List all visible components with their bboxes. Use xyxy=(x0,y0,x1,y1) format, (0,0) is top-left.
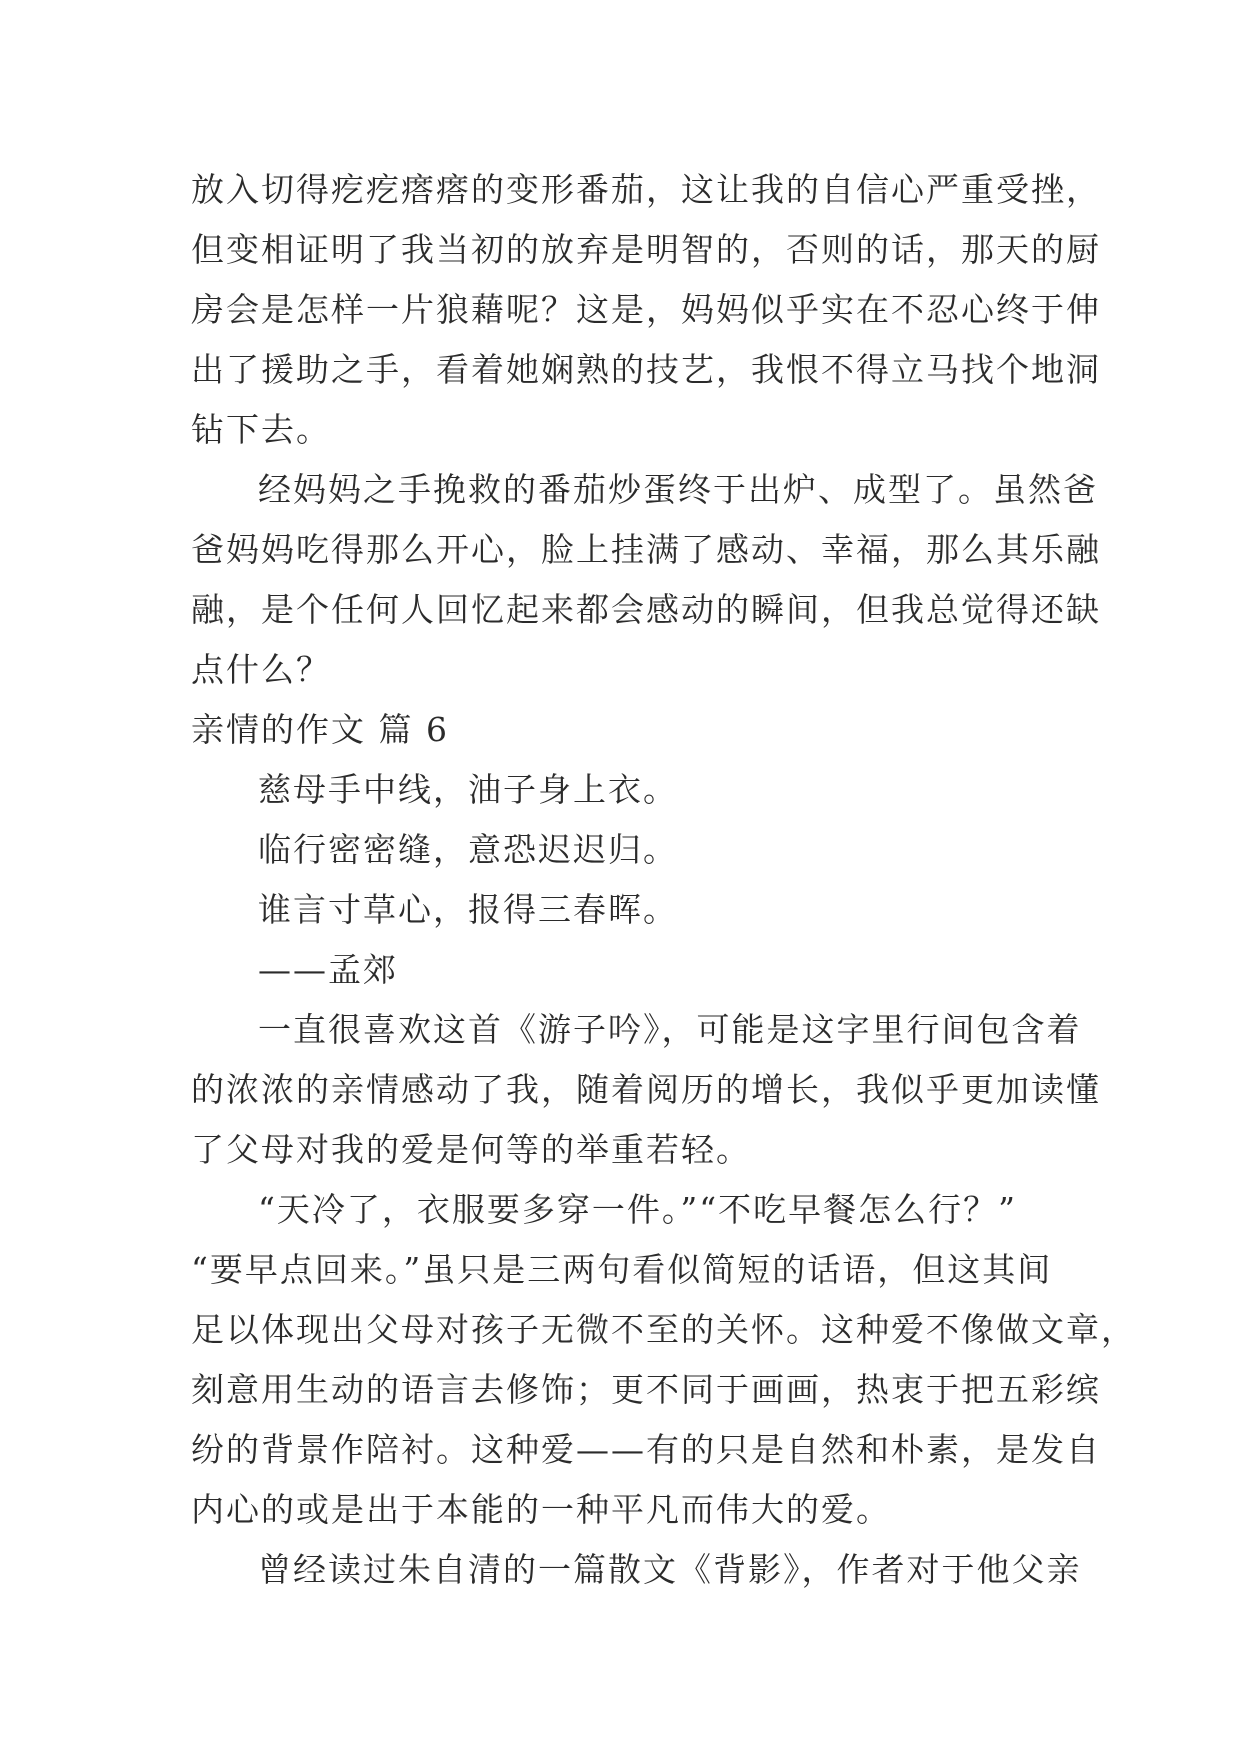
text-line: 的浓浓的亲情感动了我，随着阅历的增长，我似乎更加读懂 xyxy=(191,1070,1101,1109)
text-line: 一直很喜欢这首《游子吟》，可能是这字里行间包含着 xyxy=(258,1010,1082,1049)
document-body xyxy=(191,160,1136,1600)
text-line: 纷的背景作陪衬。这种爱——有的只是自然和朴素，是发自 xyxy=(191,1430,1101,1469)
text-line: 刻意用生动的语言去修饰；更不同于画画，热衷于把五彩缤 xyxy=(191,1370,1101,1409)
text-line: 经妈妈之手挽救的番茄炒蛋终于出炉、成型了。虽然爸 xyxy=(258,470,1098,509)
text-line: 放入切得疙疙瘩瘩的变形番茄，这让我的自信心严重受挫， xyxy=(191,170,1101,209)
text-line: 爸妈妈吃得那么开心，脸上挂满了感动、幸福，那么其乐融 xyxy=(191,530,1101,569)
text-line: 房会是怎样一片狼藉呢？这是，妈妈似乎实在不忍心终于伸 xyxy=(191,290,1101,329)
text-line: 内心的或是出于本能的一种平凡而伟大的爱。 xyxy=(191,1490,891,1529)
poem-line: 谁言寸草心，报得三春晖。 xyxy=(258,890,678,929)
text-line: 融，是个任何人回忆起来都会感动的瞬间，但我总觉得还缺 xyxy=(191,590,1101,629)
text-line: 出了援助之手，看着她娴熟的技艺，我恨不得立马找个地洞 xyxy=(191,350,1101,389)
text-line: 点什么？ xyxy=(191,650,331,689)
text-line: 钻下去。 xyxy=(191,410,331,449)
poem-line: 临行密密缝，意恐迟迟归。 xyxy=(258,830,678,869)
poem-author: ——孟郊 xyxy=(258,950,398,989)
text-line: “天冷了，衣服要多穿一件。”“不吃早餐怎么行？” xyxy=(258,1190,1017,1229)
text-line: 但变相证明了我当初的放弃是明智的，否则的话，那天的厨 xyxy=(191,230,1101,269)
poem-line: 慈母手中线，油子身上衣。 xyxy=(258,770,678,809)
text-line: 了父母对我的爱是何等的举重若轻。 xyxy=(191,1130,751,1169)
text-line: 足以体现出父母对孩子无微不至的关怀。这种爱不像做文章， xyxy=(191,1310,1136,1349)
text-line: 曾经读过朱自清的一篇散文《背影》，作者对于他父亲 xyxy=(258,1550,1082,1589)
text-line: “要早点回来。”虽只是三两句看似简短的话语，但这其间 xyxy=(191,1250,1053,1289)
section-heading: 亲情的作文 篇 6 xyxy=(191,710,449,749)
